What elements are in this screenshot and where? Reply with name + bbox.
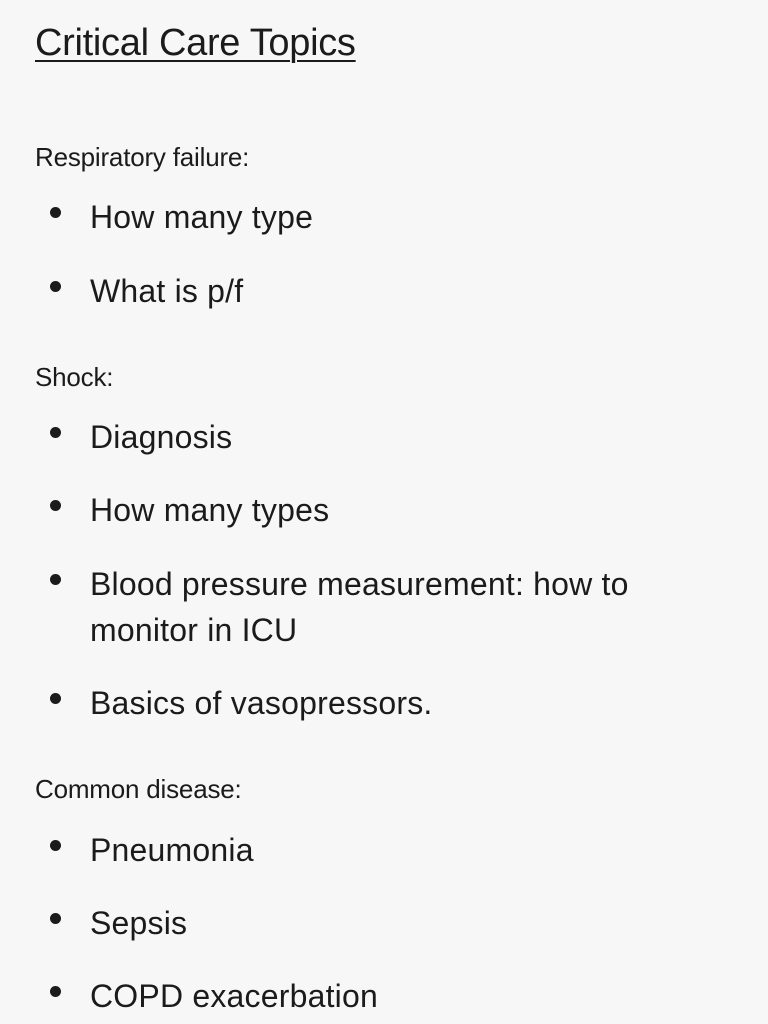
list-item-text: Basics of vasopressors. <box>90 685 433 721</box>
list-item-text: COPD exacerbation <box>90 978 378 1014</box>
list-item-text: Diagnosis <box>90 419 233 455</box>
list-item-text: Blood pressure measurement: how to monitor in ICU <box>90 566 629 648</box>
bullet-icon <box>50 281 61 292</box>
list-item-text: What is p/f <box>90 273 244 309</box>
bullet-icon <box>50 207 61 218</box>
bullet-icon <box>50 986 61 997</box>
page-title: Critical Care Topics <box>35 22 356 64</box>
bullet-icon <box>50 693 61 704</box>
list-item-text: How many types <box>90 492 330 528</box>
list-item-text: How many type <box>90 199 314 235</box>
section-heading-respiratory-failure: Respiratory failure: <box>35 142 250 172</box>
section-heading-shock: Shock: <box>35 362 114 392</box>
list-item-text: Sepsis <box>90 905 188 941</box>
section-heading-common-disease: Common disease: <box>35 774 242 804</box>
bullet-icon <box>50 500 61 511</box>
list-item-text: Pneumonia <box>90 832 254 868</box>
bullet-icon <box>50 427 61 438</box>
bullet-icon <box>50 913 61 924</box>
bullet-icon <box>50 574 61 585</box>
bullet-icon <box>50 840 61 851</box>
